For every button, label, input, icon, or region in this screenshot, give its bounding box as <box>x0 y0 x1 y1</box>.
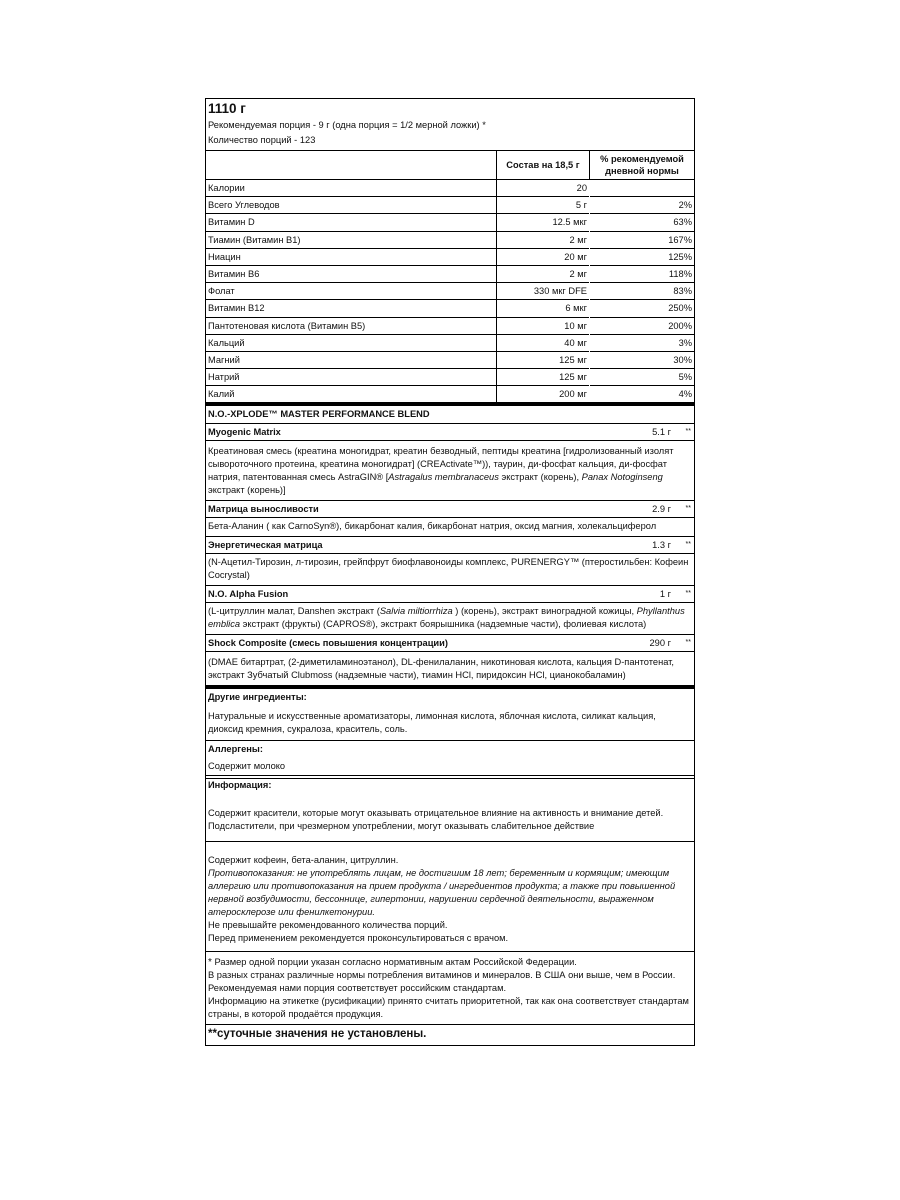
other-ingredients-title: Другие ингредиенты: <box>208 692 307 703</box>
nutrition-row <box>206 180 694 197</box>
footer-note: **суточные значения не установлены. <box>206 1024 694 1045</box>
nutrient-daily-value: 167% <box>590 231 695 248</box>
matrix-amount: 1 г <box>659 589 671 600</box>
nutrition-row <box>206 351 694 368</box>
info-text: Содержит красители, которые могут оказывать отрицательное влияние на активность и внимание детей. Подсластители, при чрезмерном употреблении, могут оказывать слабительное действие <box>208 808 664 832</box>
warnings-caffeine: Содержит кофеин, бета-аланин, цитруллин. <box>208 855 399 866</box>
nutrient-name: Калории <box>206 180 497 197</box>
nutrition-row <box>206 386 694 403</box>
matrix-name: Энергетическая матрица <box>208 540 323 551</box>
header-daily-value: % рекомендуемой дневной нормы <box>590 151 695 180</box>
nutrient-daily-value: 3% <box>590 334 695 351</box>
nutrient-amount: 20 <box>497 180 590 197</box>
matrix-mark: ** <box>685 428 691 436</box>
notes-text-1: Размер одной порции указан согласно нормативным актам Российской Федерации. <box>211 957 577 968</box>
matrix-name: Матрица выносливости <box>208 504 319 515</box>
matrix-amount: 5.1 г <box>652 427 671 438</box>
nutrient-daily-value <box>590 180 695 197</box>
matrix-row <box>206 500 694 517</box>
matrix-mark: ** <box>685 590 691 598</box>
allergens-section <box>206 740 694 775</box>
matrix-name: Myogenic Matrix <box>208 427 281 438</box>
nutrient-amount: 2 мг <box>497 265 590 282</box>
nutrition-row <box>206 317 694 334</box>
matrix-row <box>206 536 694 553</box>
nutrient-name: Калий <box>206 386 497 403</box>
nutrient-daily-value: 83% <box>590 283 695 300</box>
matrix-row <box>206 634 694 651</box>
description-text: экстракт (корень)] <box>208 485 286 496</box>
nutrient-name: Фолат <box>206 283 497 300</box>
nutrient-amount: 5 г <box>497 197 590 214</box>
matrix-description <box>206 517 694 536</box>
header-amount: Состав на 18,5 г <box>497 151 590 180</box>
nutrient-name: Ниацин <box>206 248 497 265</box>
nutrient-name: Магний <box>206 351 497 368</box>
nutrition-row <box>206 214 694 231</box>
blend-title: N.O.-XPLODE™ MASTER PERFORMANCE BLEND <box>206 402 694 423</box>
matrix-mark: ** <box>685 505 691 513</box>
net-weight: 1110 г <box>208 101 246 116</box>
notes-text-2: В разных странах различные нормы потребления витаминов и минералов. В США они выше, чем в России. Рекомендуемая нами порция соответствует российским стандартам. <box>208 970 676 994</box>
nutrition-table <box>206 150 694 402</box>
description-text: (L-цитруллин малат, Danshen экстракт ( <box>208 606 380 617</box>
nutrient-name: Тиамин (Витамин B1) <box>206 231 497 248</box>
nutrient-amount: 40 мг <box>497 334 590 351</box>
nutrition-row <box>206 265 694 282</box>
nutrition-row <box>206 300 694 317</box>
info-title: Информация: <box>206 778 694 807</box>
nutrition-row <box>206 231 694 248</box>
allergens-text: Содержит молоко <box>208 761 286 772</box>
matrix-amount: 290 г <box>649 638 671 649</box>
serving-size: Рекомендуемая порция - 9 г (одна порция = 1/2 мерной ложки) * <box>208 120 486 130</box>
nutrient-amount: 6 мкг <box>497 300 590 317</box>
matrix-name: N.O. Alpha Fusion <box>208 589 289 600</box>
nutrient-name: Витамин B12 <box>206 300 497 317</box>
matrix-description <box>206 602 694 634</box>
description-text: экстракт (корень), <box>498 472 582 483</box>
nutrition-row <box>206 334 694 351</box>
blend-matrices <box>206 423 694 685</box>
latin-name: Salvia miltiorrhiza <box>379 606 453 617</box>
description-text: (DMAE битартрат, (2-диметиламиноэтанол), DL-фенилаланин, никотиновая кислота, кальция D-пантотенат, экстракт Зубчатый Clubmoss (надземные части), тиамин HCl, пиридоксин HCl, цианокобаламин) <box>208 657 674 681</box>
nutrition-table-header <box>206 151 694 180</box>
nutrient-daily-value: 4% <box>590 386 695 403</box>
nutrient-daily-value: 118% <box>590 265 695 282</box>
notes-text-3: Информацию на этикетке (русификации) принято считать приоритетной, так как она соответствует стандартам страны, в которой продаётся продукция. <box>208 996 689 1020</box>
warnings-contraindications: Противопоказания: не употреблять лицам, не достигшим 18 лет; беременным и кормящим; имеющим аллергию или противопоказания на прием продукта / ингредиентов продукта; а также при повышенной нервной возбудимости, бессоннице, гипертонии, нарушении сердечной деятельности, выраженном атеросклерозе или фенилкетонурии. <box>208 868 676 918</box>
other-ingredients-section <box>206 685 694 740</box>
info-section <box>206 775 694 841</box>
matrix-name: Shock Composite (смесь повышения концентрации) <box>208 638 448 649</box>
nutrient-daily-value: 2% <box>590 197 695 214</box>
matrix-mark: ** <box>685 639 691 647</box>
header-blank <box>206 151 497 180</box>
other-ingredients-text: Натуральные и искусственные ароматизаторы, лимонная кислота, яблочная кислота, силикат кальция, диоксид кремния, сукралоза, краситель, соль. <box>208 711 656 735</box>
nutrient-amount: 330 мкг DFE <box>497 283 590 300</box>
nutrient-amount: 125 мг <box>497 351 590 368</box>
nutrient-amount: 20 мг <box>497 248 590 265</box>
description-text: (N-Ацетил-Тирозин, л-тирозин, грейпфрут биофлавоноиды комплекс, PURENERGY™ (птеростильбен: Кофеин Cocrystal) <box>208 557 689 581</box>
description-text: экстракт (фрукты) (CAPROS®), экстракт боярышника (надземные части), фолиевая кислота) <box>240 619 647 630</box>
supplement-facts-label <box>205 98 695 1046</box>
matrix-amount: 2.9 г <box>652 504 671 515</box>
allergens-title: Аллергены: <box>208 744 263 755</box>
nutrient-name: Всего Углеводов <box>206 197 497 214</box>
nutrient-amount: 200 мг <box>497 386 590 403</box>
description-text: ) (корень), экстракт виноградной кожицы, <box>452 606 637 617</box>
notes-serving-note <box>208 956 692 969</box>
nutrient-amount: 10 мг <box>497 317 590 334</box>
warnings-dosage: Не превышайте рекомендованного количества порций. <box>208 920 448 931</box>
latin-name: Astragalus membranaceus <box>388 472 499 483</box>
matrix-row <box>206 423 694 440</box>
nutrient-name: Пантотеновая кислота (Витамин B5) <box>206 317 497 334</box>
warnings-consult: Перед применением рекомендуется проконсультироваться с врачом. <box>208 933 509 944</box>
nutrition-row <box>206 248 694 265</box>
notes-section <box>206 951 694 1024</box>
matrix-amount: 1.3 г <box>652 540 671 551</box>
nutrient-daily-value: 125% <box>590 248 695 265</box>
matrix-description <box>206 440 694 500</box>
nutrition-row <box>206 369 694 386</box>
nutrient-daily-value: 200% <box>590 317 695 334</box>
nutrient-amount: 125 мг <box>497 369 590 386</box>
nutrient-amount: 12.5 мкг <box>497 214 590 231</box>
nutrient-name: Натрий <box>206 369 497 386</box>
warnings-section <box>206 841 694 951</box>
description-text: Бета-Аланин ( как CarnoSyn®), бикарбонат калия, бикарбонат натрия, оксид магния, холекальциферол <box>208 521 657 532</box>
servings-count: Количество порций - 123 <box>208 135 316 145</box>
nutrition-row <box>206 283 694 300</box>
notes-star: * <box>208 957 212 969</box>
nutrition-row <box>206 197 694 214</box>
matrix-mark: ** <box>685 541 691 549</box>
latin-name: Phyllanthus emblica <box>208 606 685 630</box>
nutrient-name: Витамин B6 <box>206 265 497 282</box>
nutrient-name: Кальций <box>206 334 497 351</box>
matrix-description <box>206 553 694 585</box>
nutrient-daily-value: 5% <box>590 369 695 386</box>
nutrient-daily-value: 250% <box>590 300 695 317</box>
description-text: Креатиновая смесь (креатина моногидрат, креатин безводный, пептиды креатина [гидролизованный изолят сывороточного протеина, креатина моногидрат] (CREActivate™)), таурин, ди-фосфат кальция, ди-фосфат натрия, патентованная смесь AstraGIN® [ <box>208 446 674 483</box>
nutrient-name: Витамин D <box>206 214 497 231</box>
nutrient-amount: 2 мг <box>497 231 590 248</box>
nutrient-daily-value: 30% <box>590 351 695 368</box>
nutrient-daily-value: 63% <box>590 214 695 231</box>
matrix-description <box>206 651 694 685</box>
latin-name: Panax Notoginseng <box>581 472 663 483</box>
matrix-row <box>206 585 694 602</box>
